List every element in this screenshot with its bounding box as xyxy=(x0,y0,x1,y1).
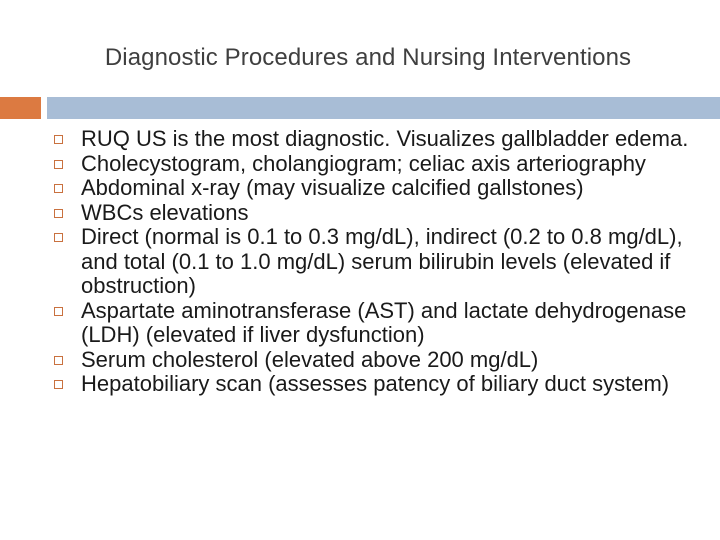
hollow-square-bullet-icon xyxy=(54,233,63,242)
bullet-item xyxy=(54,127,704,152)
header-divider-bar xyxy=(47,97,720,119)
bullet-text: Direct (normal is 0.1 to 0.3 mg/dL), indirect (0.2 to 0.8 mg/dL), and total (0.1 to 1.0 mg/dL) serum bilirubin levels (elevated if obstruction) xyxy=(81,224,683,298)
bullet-item xyxy=(54,348,704,373)
bullet-item xyxy=(54,201,704,226)
bullet-item xyxy=(54,176,704,201)
slide-title: Diagnostic Procedures and Nursing Interventions xyxy=(104,44,632,71)
bullet-item xyxy=(54,372,704,397)
bullet-item xyxy=(54,299,704,348)
hollow-square-bullet-icon xyxy=(54,209,63,218)
hollow-square-bullet-icon xyxy=(54,184,63,193)
hollow-square-bullet-icon xyxy=(54,160,63,169)
bullet-text: RUQ US is the most diagnostic. Visualizes gallbladder edema. xyxy=(81,126,689,151)
bullet-item xyxy=(54,152,704,177)
hollow-square-bullet-icon xyxy=(54,380,63,389)
accent-bar xyxy=(0,97,41,119)
bullet-text: Abdominal x-ray (may visualize calcified gallstones) xyxy=(81,175,584,200)
bullet-text: WBCs elevations xyxy=(81,199,249,225)
bullet-item xyxy=(54,225,704,299)
bullet-list xyxy=(54,127,704,397)
hollow-square-bullet-icon xyxy=(54,356,63,365)
bullet-text: Cholecystogram, cholangiogram; celiac axis arteriography xyxy=(81,150,646,176)
bullet-text: Serum cholesterol (elevated above 200 mg/dL) xyxy=(81,346,539,372)
hollow-square-bullet-icon xyxy=(54,307,63,316)
bullet-text: Hepatobiliary scan (assesses patency of biliary duct system) xyxy=(81,371,670,396)
bullet-text: Aspartate aminotransferase (AST) and lactate dehydrogenase (LDH) (elevated if liver dysfunction) xyxy=(81,297,687,347)
hollow-square-bullet-icon xyxy=(54,135,63,144)
